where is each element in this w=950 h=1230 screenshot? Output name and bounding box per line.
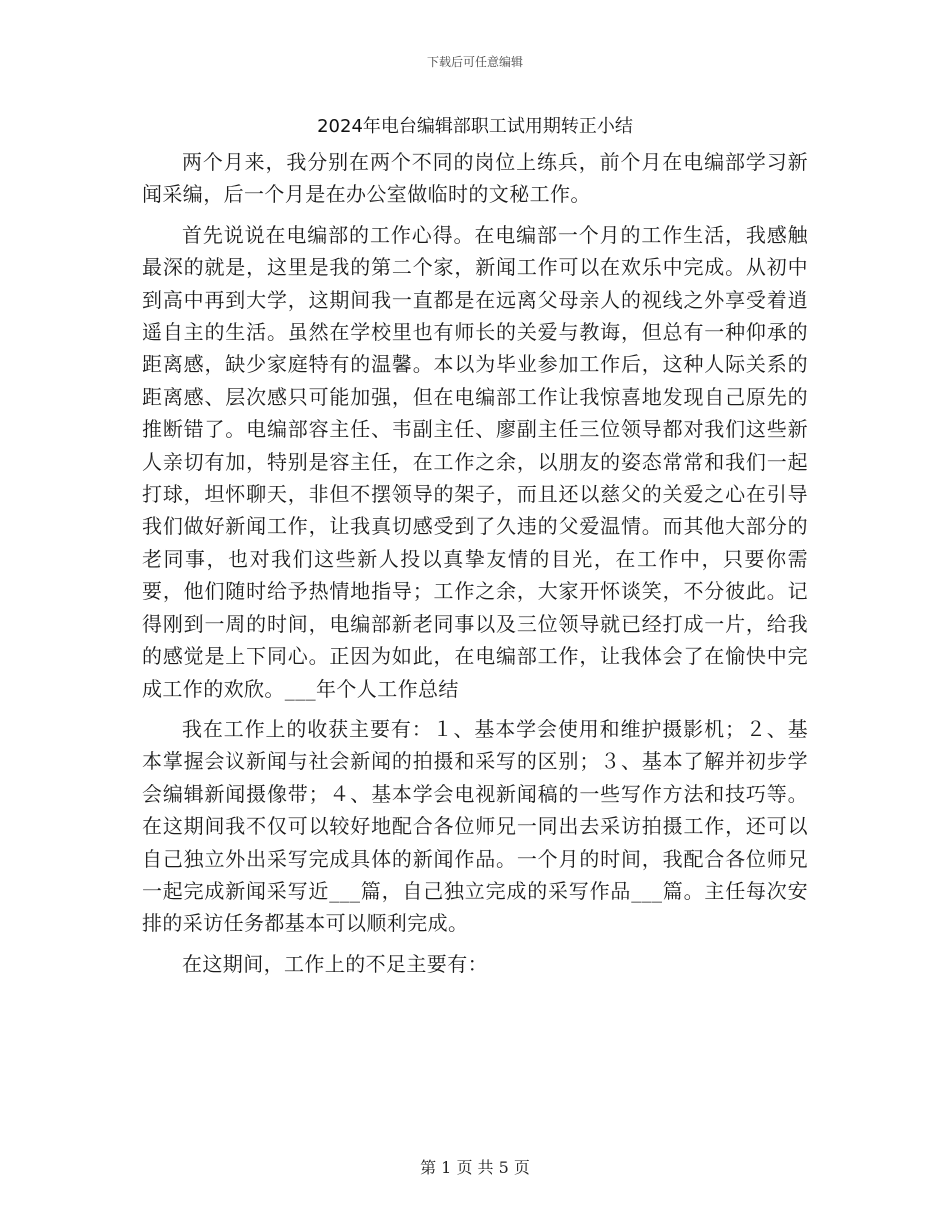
- paragraph-shortcomings: 在这期间，工作上的不足主要有：: [182, 951, 488, 976]
- document-body: [142, 146, 808, 980]
- document-title: 2024年电台编辑部职工试用期转正小结: [317, 116, 633, 137]
- page-header-note: 下载后可任意编辑: [426, 55, 523, 69]
- paragraph-editing-dept-experience: 首先说说在电编部的工作心得。在电编部一个月的工作生活，我感触最深的就是，这里是我的第二个家，新闻工作可以在欢乐中完成。从初中到高中再到大学，这期间我一直都是在远离父母亲人的视线之外享受着逍遥自主的生活。虽然在学校里也有师长的关爱与教诲，但总有一种仰承的距离感，缺少家庭特有的温馨。本以为毕业参加工作后，这种人际关系的距离感、层次感只可能加强，但在电编部工作让我惊喜地发现自己原先的推断错了。电编部容主任、韦副主任、廖副主任三位领导都对我们这些新人亲切有加，特别是容主任，在工作之余，以朋友的姿态常常和我们一起打球，坦怀聊天，非但不摆领导的架子，而且还以慈父的关爱之心在引导我们做好新闻工作，让我真切感受到了久违的父爱温情。而其他大部分的老同事，也对我们这些新人投以真挚友情的目光，在工作中，只要你需要，他们随时给予热情地指导；工作之余，大家开怀谈笑，不分彼此。记得刚到一周的时间，电编部新老同事以及三位领导就已经打成一片，给我的感觉是上下同心。正因为如此，在电编部工作，让我体会了在愉快中完成工作的欢欣。___年个人工作总结: [142, 222, 808, 701]
- paragraph-work-gains: 我在工作上的收获主要有：１、基本学会使用和维护摄影机；２、基本掌握会议新闻与社会新闻的拍摄和采写的区别；３、基本了解并初步学会编辑新闻摄像带；４、基本学会电视新闻稿的一些写作方法和技巧等。在这期间我不仅可以较好地配合各位师兄一同出去采访拍摄工作，还可以自己独立外出采写完成具体的新闻作品。一个月的时间，我配合各位师兄一起完成新闻采写近___篇，自己独立完成的采写作品___篇。主任每次安排的采访任务都基本可以顺利完成。: [142, 716, 808, 936]
- page-number-footer: 第 1 页 共 5 页: [420, 1158, 530, 1177]
- paragraph-intro: 两个月来，我分别在两个不同的岗位上练兵，前个月在电编部学习新闻采编，后一个月是在办公室做临时的文秘工作。: [142, 150, 808, 207]
